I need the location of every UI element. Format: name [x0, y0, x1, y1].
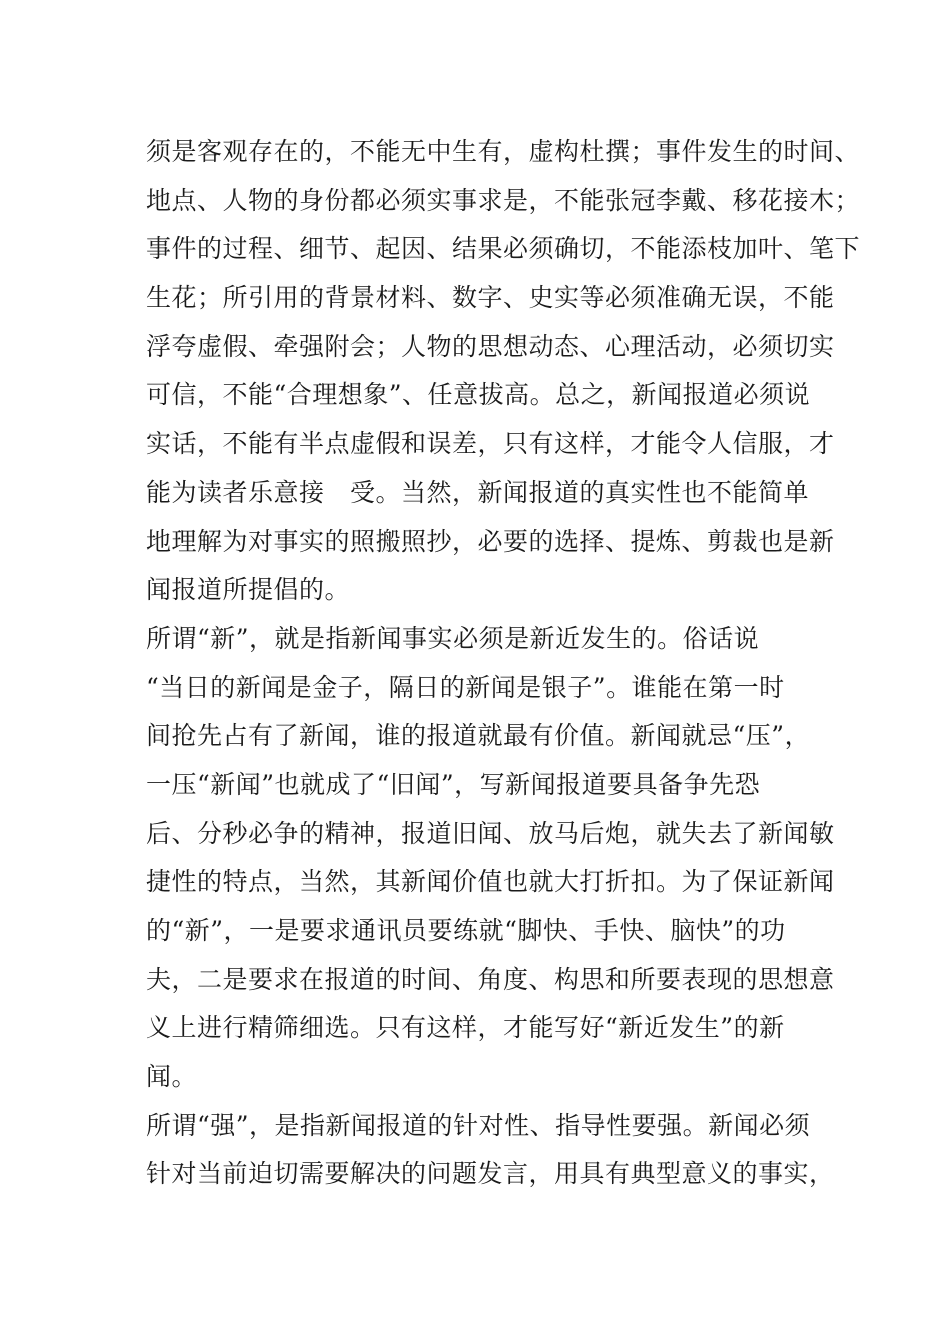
body-text [146, 128, 861, 1199]
text-line: 夫，二是要求在报道的时间、角度、构思和所要表现的思想意 [146, 964, 835, 994]
text-line: 地点、人物的身份都必须实事求是，不能张冠李戴、移花接木； [146, 185, 861, 215]
text-line: 浮夸虚假、牵强附会；人物的思想动态、心理活动，必须切实 [146, 331, 835, 361]
text-line: 能为读者乐意接 受。当然，新闻报道的真实性也不能简单 [146, 477, 810, 507]
text-line: 针对当前迫切需要解决的问题发言，用具有典型意义的事实， [146, 1159, 835, 1189]
text-line: 捷性的特点，当然，其新闻价值也就大打折扣。为了保证新闻 [146, 867, 835, 897]
text-line: 的“新”，一是要求通讯员要练就“脚快、手快、脑快”的功 [146, 916, 786, 945]
text-line: 事件的过程、细节、起因、结果必须确切，不能添枝加叶、笔下 [146, 234, 861, 264]
text-line: 可信，不能“合理想象”、任意拔高。总之，新闻报道必须说 [146, 380, 811, 410]
text-line: 地理解为对事实的照搬照抄，必要的选择、提炼、剪裁也是新 [146, 526, 835, 556]
text-line: “当日的新闻是金子，隔日的新闻是银子”。谁能在第一时 [146, 672, 785, 702]
text-line: 一压“新闻”也就成了“旧闻”，写新闻报道要具备争先恐 [146, 769, 761, 799]
text-line: 须是客观存在的，不能无中生有，虚构杜撰；事件发生的时间、 [146, 137, 861, 166]
text-line: 义上进行精筛细选。只有这样，才能写好“新近发生”的新 [146, 1013, 785, 1043]
text-line: 所谓“新”，就是指新闻事实必须是新近发生的。俗话说 [146, 623, 760, 653]
text-line: 实话，不能有半点虚假和误差，只有这样，才能令人信服，才 [146, 429, 835, 459]
text-line: 闻报道所提倡的。 [146, 575, 351, 605]
text-line: 生花；所引用的背景材料、数字、史实等必须准确无误，不能 [146, 283, 835, 313]
text-line: 所谓“强”，是指新闻报道的针对性、指导性要强。新闻必须 [146, 1110, 811, 1140]
text-line: 闻。 [146, 1062, 198, 1092]
text-line: 间抢先占有了新闻，谁的报道就最有价值。新闻就忌“压”， [146, 721, 811, 751]
text-line: 后、分秒必争的精神，报道旧闻、放马后炮，就失去了新闻敏 [146, 818, 835, 848]
